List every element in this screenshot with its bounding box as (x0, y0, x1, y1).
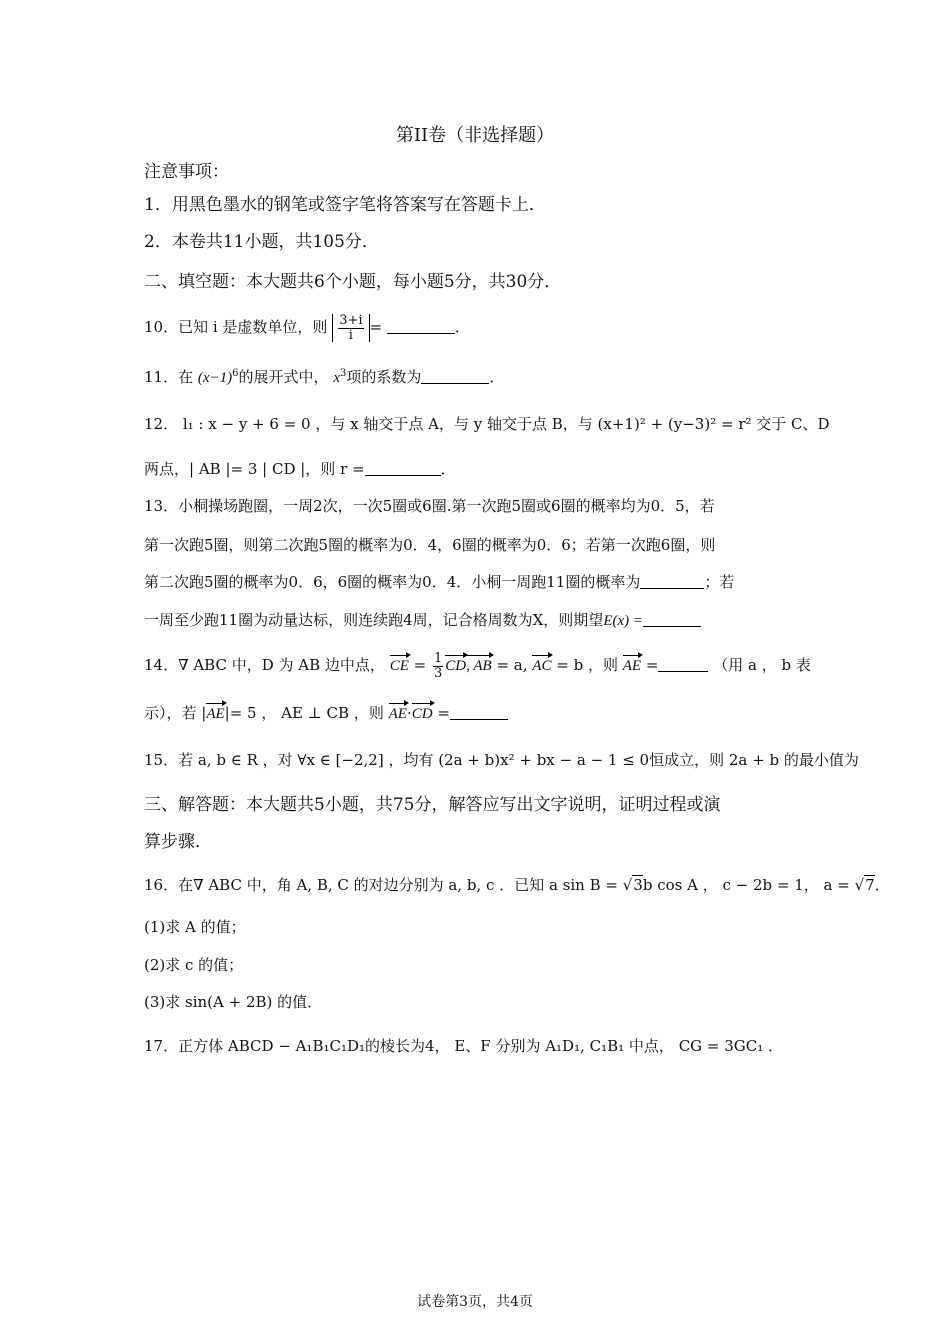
section-answer-heading-line-2: 算步骤． (144, 832, 212, 852)
question-14-line-2: 示），若 |AE|= 5 ， AE ⊥ CB ，则 AE·CD = (144, 703, 508, 724)
section-fill-in-heading: 二、填空题：本大题共6个小题，每小题5分，共30分． (144, 272, 562, 292)
answer-blank (640, 573, 704, 589)
abs-fraction: $\frac{3+i}{i}$ (332, 314, 369, 342)
notice-item-1: 1．用黑色墨水的钢笔或签字笔将答案写在答题卡上． (144, 195, 546, 215)
answer-blank (643, 611, 701, 627)
question-12-line-2: 两点，| AB |= 3 | CD |，则 r = ． (144, 460, 456, 478)
question-15: 15．若 a, b ∈ R ，对 ∀x ∈ [−2,2] ，均有 (2a + b)x² + bx − a − 1 ≤ 0恒成立，则 2a + b 的最小值为 (144, 751, 859, 769)
answer-blank (365, 460, 441, 476)
question-10: 10．已知 i 是虚数单位，则 $\frac{3+i}{i}$ = ． (144, 313, 470, 343)
answer-blank (387, 318, 455, 334)
question-13-line-2: 第一次跑5圈，则第二次跑5圈的概率为0．4，6圈的概率为0．6；若第一次跑6圈，则 (144, 536, 716, 554)
notice-heading: 注意事项： (144, 162, 229, 182)
notice-item-2: 2．本卷共11小题，共105分． (144, 232, 379, 252)
question-13-line-1: 13．小桐操场跑圈，一周2次，一次5圈或6圈.第一次跑5圈或6圈的概率均为0．5，若 (144, 497, 715, 515)
question-14-line-1: 14．∇ ABC 中，D 为 AB 边中点， CE = $\frac{1}{3}$ CD, AB = a, AC = b ，则 AE = （用 a ， b 表 (144, 651, 811, 681)
question-16: 16．在∇ ABC 中，角 A, B, C 的对边分别为 a, b, c ．已知 a sin B = √3b cos A ， c − 2b = 1， a = √7． (144, 876, 890, 894)
answer-blank (658, 656, 708, 672)
section-answer-heading-line-1: 三、解答题：本大题共5小题，共75分，解答应写出文字说明，证明过程或演 (144, 795, 721, 815)
question-13-line-3: 第二次跑5圈的概率为0．6，6圈的概率为0．4．小桐一周跑11圈的概率为 ；若 (144, 573, 735, 591)
question-16-part-2: (2)求 c 的值； (144, 956, 244, 974)
question-11: 11．在 $(x-1)^6$的展开式中， $x^3$项的系数为 ． (144, 368, 505, 386)
question-13-line-4: 一周至少跑11圈为动量达标，则连续跑4周，记合格周数为X，则期望E(x) = (144, 610, 701, 631)
question-12-line-1: 12． l₁ : x − y + 6 = 0 ，与 x 轴交于点 A，与 y 轴交于点 B，与 (x+1)² + (y−3)² = r² 交于 C、D (144, 415, 830, 433)
question-17: 17．正方体 ABCD − A₁B₁C₁D₁的棱长为4， E、F 分别为 A₁D₁, C₁B₁ 中点， CG = 3GC₁ ． (144, 1037, 784, 1055)
page-footer: 试卷第3页，共4页 (417, 1294, 533, 1310)
question-16-part-1: (1)求 A 的值； (144, 918, 246, 936)
section-title: 第II卷（非选择题） (395, 125, 555, 146)
answer-blank (450, 704, 508, 720)
question-16-part-3: (3)求 sin(A + 2B) 的值． (144, 993, 323, 1011)
answer-blank (421, 368, 489, 384)
